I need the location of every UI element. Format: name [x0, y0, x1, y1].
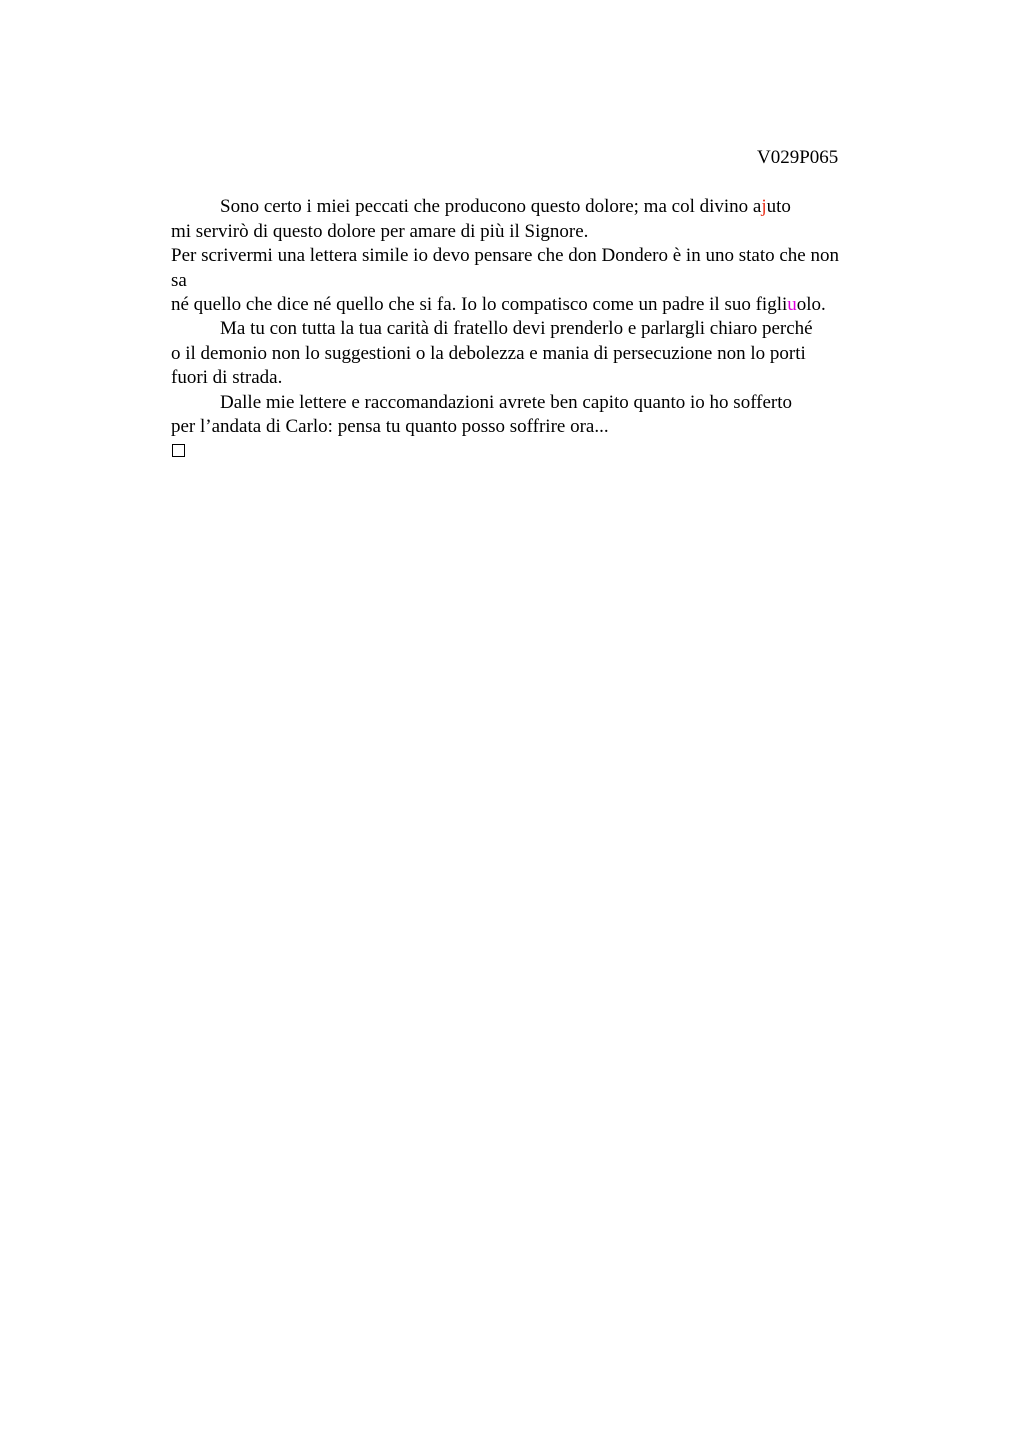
page-code: V029P065 — [757, 147, 839, 168]
text-line-5-before: né quello che dice né quello che si fa. Io lo compatisco come un padre il suo figli — [171, 294, 788, 315]
text-line-6: Ma tu con tutta la tua carità di fratello devi prenderlo e parlargli chiaro perché — [220, 318, 813, 339]
text-line-7: o il demonio non lo suggestioni o la debolezza e mania di persecuzione non lo porti — [171, 343, 806, 364]
text-line-3: Per scrivermi una lettera simile io devo pensare che don Dondero è in uno stato che non — [171, 245, 839, 266]
text-line-1 — [220, 195, 791, 219]
highlighted-letter-j: j — [761, 196, 767, 217]
text-line-4: sa — [171, 270, 187, 291]
square-outline-icon — [172, 444, 185, 457]
highlighted-letter-u: u — [787, 294, 797, 315]
text-line-9: Dalle mie lettere e raccomandazioni avrete ben capito quanto io ho sofferto — [220, 392, 793, 413]
text-line-1-before: Sono certo i miei peccati che producono questo dolore; ma col divino a — [220, 196, 762, 217]
text-line-2: mi servirò di questo dolore per amare di più il Signore. — [171, 221, 589, 242]
text-line-8: fuori di strada. — [171, 367, 283, 388]
text-line-5-after: olo. — [796, 294, 826, 315]
text-line-10: per l’andata di Carlo: pensa tu quanto posso soffrire ora... — [171, 416, 609, 437]
text-line-5 — [171, 293, 826, 317]
text-line-1-after: uto — [766, 196, 791, 217]
